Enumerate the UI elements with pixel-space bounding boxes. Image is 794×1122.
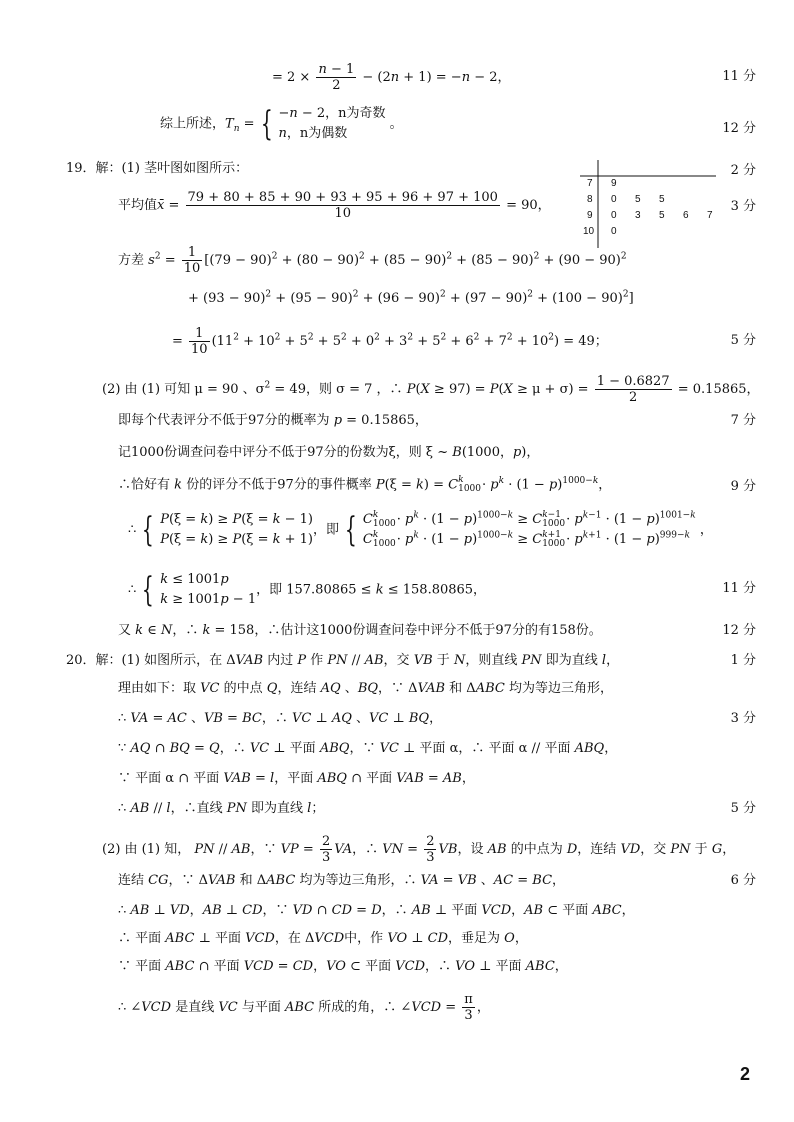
part2-line-5: ∴ { P(ξ = k) ≥ P(ξ = k − 1) P(ξ = k) ≥ P(ξ = k + 1) ，即 { C k 1000 · $p^k \cdot (1 - p)^{1000-k} \ge C$ k−1 1000 · $p^{k-1} \cdot (1 - p)^{1001-k}$ C k 1000 · $p^k \cdot (1 - p)^{1000-k} \ge C$ k+1 1000 · $p^{k+1} \cdot (1 - p)^{999-k}$ ， <box>128 509 713 550</box>
score-10: 1 分 <box>730 653 756 668</box>
leaf-value: 0 <box>611 226 617 237</box>
part2-line-3: 记1000份调查问卷中评分不低于97分的份数为ξ，则 ξ ~ B(1000，p)， <box>118 445 540 460</box>
part2-line-7: 又 k ∈ N，∴ k = 158，∴估计这1000份调查问卷中评分不低于97分的有158份。 <box>118 623 602 638</box>
q20-line-1: 20．解：(1) 如图所示，在 ΔVAB 内过 P 作 PN // AB，交 VB 于 N，则直线 PN 即为直线 l， <box>66 653 620 668</box>
leaf-value: 5 <box>659 210 665 221</box>
mean-line: 平均值x̄ = $\frac{79 + 80 + 85 + 90 + 93 + 95 + 96 + 97 + 100}{10}$ = 90， <box>118 190 551 221</box>
score-8: 11 分 <box>722 581 756 596</box>
score-4: 3 分 <box>730 199 756 214</box>
score-6: 7 分 <box>730 413 756 428</box>
leaf-value: 3 <box>635 210 641 221</box>
q20-line-5: ∵ 平面 α ∩ 平面 VAB = l，平面 ABQ ∩ 平面 VAB = AB， <box>118 771 475 786</box>
leaf-value: 7 <box>707 210 713 221</box>
score-9: 12 分 <box>722 623 756 638</box>
q20-part2-line-3: ∴ AB ⊥ VD，AB ⊥ CD，∵ VD ∩ CD = D，∴ AB ⊥ 平面 VCD，AB ⊂ 平面 ABC， <box>118 903 635 918</box>
leaf-value: 6 <box>683 210 689 221</box>
q20-part2-line-6: ∴ ∠VCD 是直线 VC 与平面 ABC 所成的角，∴ ∠VCD = $\frac{\pi}{3}$ ， <box>118 992 490 1023</box>
score-5: 5 分 <box>730 333 756 348</box>
q20-part2-line-2: 连结 CG，∵ ΔVAB 和 ΔABC 均为等边三角形，∴ VA = VB 、AC = BC， <box>118 873 566 888</box>
stem-value: 9 <box>587 210 593 221</box>
part2-line-1: (2) 由 (1) 可知 μ = 90 、$\sigma^2 = 49$，则 σ = 7 ，∴ P(X ≥ 97) = P(X ≥ μ + σ) = $\frac{1 - 0.6827}{2}$ = 0.15865， <box>102 374 760 405</box>
stem-value: 10 <box>583 226 595 237</box>
variance-line-3: = $\frac{1}{10}$ $(11^2 + 10^2 + 5^2 + 5^2 + 0^2 + 3^2 + 5^2 + 6^2 + 7^2 + 10^2) = 49$； <box>172 326 608 357</box>
part2-line-6: ∴ { k ≤ 1001p k ≥ 1001p − 1 ，即 157.80865 ≤ k ≤ 158.80865， <box>128 570 487 610</box>
part2-line-4: ∴恰好有 k 份的评分不低于97分的事件概率 P(ξ = k) = C k 1000 · $p^k \cdot (1 - p)^{1000-k}$， <box>118 475 612 494</box>
variance-line-2: + $(93 - 90)^2 + (95 - 90)^2 + (96 - 90)^2 + (97 - 90)^2 + (100 - 90)^2$] <box>188 289 634 306</box>
page-number: 2 <box>740 1064 751 1084</box>
stem-value: 7 <box>587 178 593 189</box>
leaf-value: 5 <box>635 194 641 205</box>
score-2: 12 分 <box>722 121 756 136</box>
part2-line-2: 即每个代表评分不低于97分的概率为 p = 0.15865， <box>118 413 428 428</box>
q20-line-2: 理由如下：取 VC 的中点 Q，连结 AQ 、BQ，∵ ΔVAB 和 ΔABC 均为等边三角形， <box>118 681 613 696</box>
score-12: 5 分 <box>730 801 756 816</box>
leaf-value: 0 <box>611 210 617 221</box>
stem-value: 8 <box>587 194 593 205</box>
q20-line-3: ∴ VA = AC 、VB = BC，∴ VC ⊥ AQ 、VC ⊥ BQ， <box>118 711 443 726</box>
q19-heading: 19．解：(1) 茎叶图如图所示： <box>66 161 249 176</box>
stem-leaf-lines <box>580 160 720 250</box>
q20-part2-line-1: (2) 由 (1) 知， PN // AB，∵ VP = $\frac{2}{3}$ VA，∴ VN = $\frac{2}{3}$ VB，设 AB 的中点为 D，连结 VD，交 PN 于 G， <box>102 834 736 865</box>
variance-line-1: 方差 $s^2$ = $\frac{1}{10}$ [$(79 - 90)^2 + (80 - 90)^2 + (85 - 90)^2 + (85 - 90)^2 + (90 - 90)^2$ <box>118 245 627 276</box>
summary-line: 综上所述，$T_n$ = { −n − 2，n为奇数 n，n为偶数 。 <box>160 104 403 144</box>
q20-line-4: ∵ AQ ∩ BQ = Q，∴ VC ⊥ 平面 ABQ，∵ VC ⊥ 平面 α，∴ 平面 α // 平面 ABQ， <box>118 741 618 756</box>
leaf-value: 5 <box>659 194 665 205</box>
leaf-value: 9 <box>611 178 617 189</box>
formula-line-1: = 2 × $\frac{n - 1}{2}$ − (2n + 1) = −n − 2， <box>272 62 511 93</box>
q20-line-6: ∴ AB // l，∴直线 PN 即为直线 l； <box>118 801 325 816</box>
score-11: 3 分 <box>730 711 756 726</box>
score-3: 2 分 <box>730 163 756 178</box>
score-1: 11 分 <box>722 69 756 84</box>
q20-part2-line-4: ∴ 平面 ABC ⊥ 平面 VCD，在 ΔVCD中，作 VO ⊥ CD，垂足为 O， <box>118 931 528 946</box>
score-7: 9 分 <box>730 479 756 494</box>
leaf-value: 0 <box>611 194 617 205</box>
score-13: 6 分 <box>730 873 756 888</box>
q20-part2-line-5: ∵ 平面 ABC ∩ 平面 VCD = CD，VO ⊂ 平面 VCD，∴ VO ⊥ 平面 ABC， <box>118 959 568 974</box>
